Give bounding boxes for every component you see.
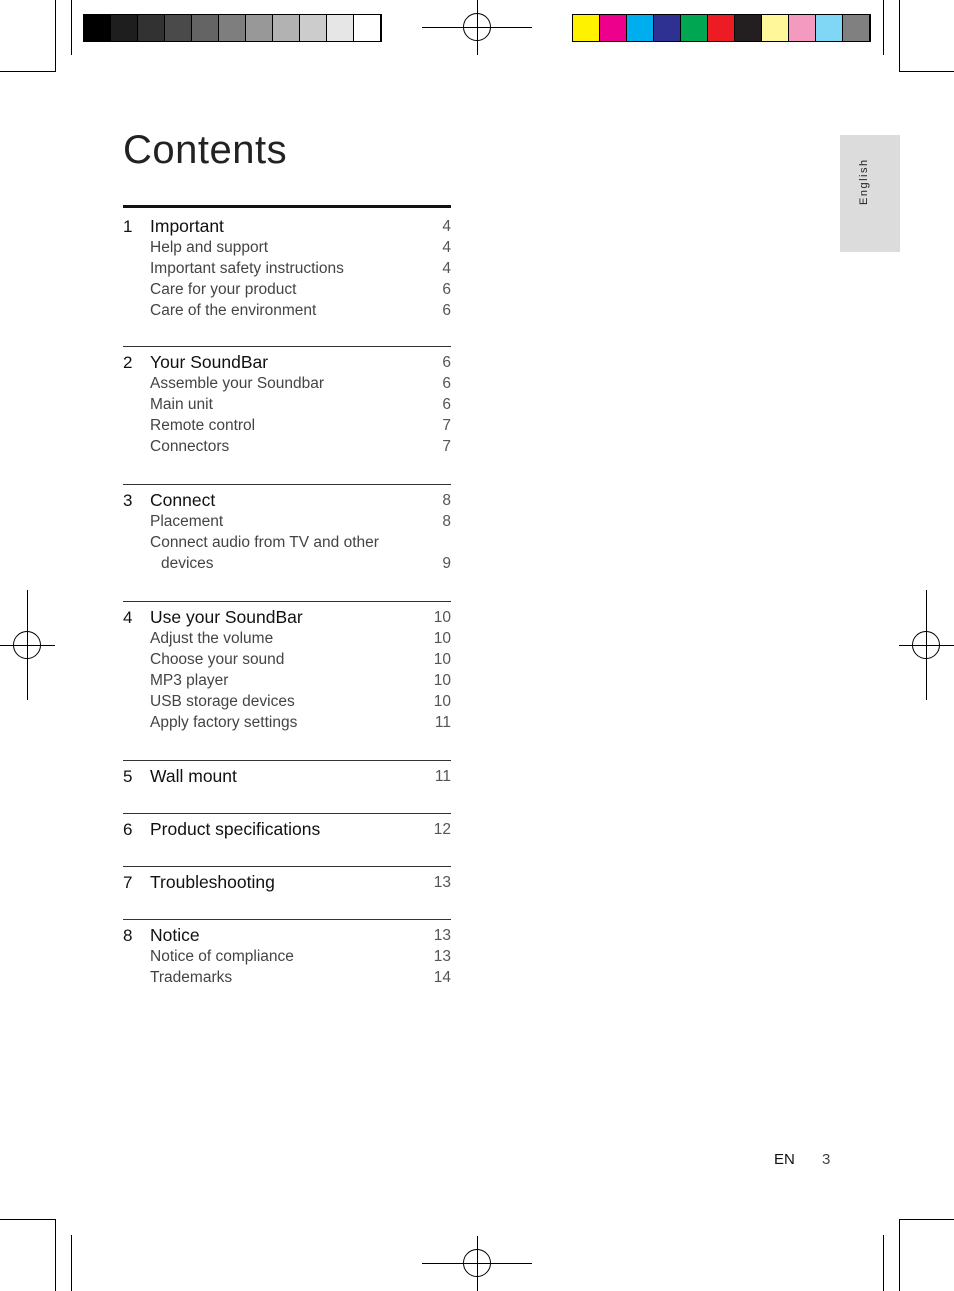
subsection-title: Assemble your Soundbar bbox=[150, 375, 325, 392]
color-calibration-bar bbox=[572, 14, 871, 42]
subsection-page: 6 bbox=[442, 281, 451, 298]
subsection-title: Adjust the volume bbox=[150, 630, 274, 647]
chapter-number: 1 bbox=[123, 217, 133, 236]
toc-subsection-entry[interactable] bbox=[123, 415, 451, 436]
toc-subsection-entry[interactable] bbox=[123, 373, 451, 394]
subsection-page: 11 bbox=[434, 714, 451, 731]
subsection-title: USB storage devices bbox=[150, 693, 295, 710]
subsection-page: 10 bbox=[433, 672, 451, 689]
chapter-page: 10 bbox=[433, 609, 451, 626]
chapter-page: 8 bbox=[442, 492, 451, 509]
toc-chapter-entry[interactable] bbox=[123, 490, 451, 511]
subsection-page: 13 bbox=[433, 948, 451, 965]
subsection-page: 4 bbox=[442, 239, 451, 256]
toc-chapter-entry[interactable] bbox=[123, 872, 451, 893]
subsection-page: 10 bbox=[433, 630, 451, 647]
chapter-page: 13 bbox=[433, 927, 451, 944]
color-swatch bbox=[708, 15, 735, 41]
toc-section bbox=[123, 346, 451, 457]
gray-swatch bbox=[165, 15, 192, 41]
color-swatch bbox=[573, 15, 600, 41]
chapter-page: 6 bbox=[442, 354, 451, 371]
subsection-page: 14 bbox=[433, 969, 451, 986]
toc-subsection-entry[interactable] bbox=[123, 394, 451, 415]
chapter-number: 2 bbox=[123, 353, 133, 372]
toc-chapter-entry[interactable] bbox=[123, 766, 451, 787]
toc-subsection-entry[interactable] bbox=[123, 436, 451, 457]
gray-swatch bbox=[219, 15, 246, 41]
subsection-title: MP3 player bbox=[150, 672, 229, 689]
toc-subsection-entry[interactable] bbox=[123, 300, 451, 321]
subsection-title: Connect audio from TV and other bbox=[150, 534, 379, 551]
toc-chapter-entry[interactable] bbox=[123, 819, 451, 840]
subsection-title: Choose your sound bbox=[150, 651, 285, 668]
chapter-number: 5 bbox=[123, 767, 133, 786]
chapter-number: 3 bbox=[123, 491, 133, 510]
color-swatch bbox=[654, 15, 681, 41]
toc-subsection-entry[interactable] bbox=[123, 532, 451, 553]
subsection-page: 4 bbox=[442, 260, 451, 277]
color-swatch bbox=[789, 15, 816, 41]
subsection-title: Care of the environment bbox=[150, 302, 317, 319]
gray-swatch bbox=[300, 15, 327, 41]
subsection-title: Placement bbox=[150, 513, 224, 530]
toc-subsection-entry[interactable] bbox=[123, 258, 451, 279]
gray-swatch bbox=[354, 15, 381, 41]
language-tab-label: English bbox=[858, 158, 870, 205]
subsection-page: 6 bbox=[442, 375, 451, 392]
chapter-title: Product specifications bbox=[150, 819, 321, 839]
chapter-title: Connect bbox=[150, 490, 216, 510]
toc-subsection-entry[interactable] bbox=[123, 967, 451, 988]
subsection-page: 10 bbox=[433, 693, 451, 710]
chapter-number: 6 bbox=[123, 820, 133, 839]
toc-subsection-entry[interactable] bbox=[123, 511, 451, 532]
subsection-title: Trademarks bbox=[150, 969, 233, 986]
chapter-title: Use your SoundBar bbox=[150, 607, 303, 627]
language-tab bbox=[840, 135, 900, 252]
page-title: Contents bbox=[123, 128, 288, 172]
toc-section bbox=[123, 866, 451, 893]
toc-chapter-entry[interactable] bbox=[123, 352, 451, 373]
chapter-page: 11 bbox=[434, 768, 451, 785]
gray-swatch bbox=[138, 15, 165, 41]
gray-swatch bbox=[111, 15, 138, 41]
grayscale-calibration-bar bbox=[83, 14, 382, 42]
chapter-title: Important bbox=[150, 216, 224, 236]
subsection-page: 6 bbox=[442, 396, 451, 413]
subsection-title: devices bbox=[161, 555, 214, 572]
chapter-number: 8 bbox=[123, 926, 133, 945]
subsection-title: Main unit bbox=[150, 396, 213, 413]
gray-swatch bbox=[327, 15, 354, 41]
toc-subsection-entry[interactable] bbox=[123, 691, 451, 712]
toc-subsection-entry[interactable] bbox=[123, 553, 451, 574]
footer-page-number: 3 bbox=[822, 1151, 831, 1168]
subsection-page: 7 bbox=[442, 438, 451, 455]
color-swatch bbox=[816, 15, 843, 41]
chapter-title: Wall mount bbox=[150, 766, 237, 786]
toc-subsection-entry[interactable] bbox=[123, 237, 451, 258]
chapter-title: Your SoundBar bbox=[150, 352, 269, 372]
subsection-page: 9 bbox=[442, 555, 451, 572]
gray-swatch bbox=[192, 15, 219, 41]
toc-section bbox=[123, 760, 451, 787]
chapter-title: Troubleshooting bbox=[150, 872, 275, 892]
subsection-page: 7 bbox=[442, 417, 451, 434]
toc-section bbox=[123, 601, 451, 733]
toc-section bbox=[123, 205, 451, 321]
subsection-page: 8 bbox=[442, 513, 451, 530]
chapter-page: 13 bbox=[433, 874, 451, 891]
chapter-page: 12 bbox=[433, 821, 451, 838]
chapter-number: 4 bbox=[123, 608, 133, 627]
chapter-number: 7 bbox=[123, 873, 133, 892]
subsection-title: Remote control bbox=[150, 417, 256, 434]
toc-subsection-entry[interactable] bbox=[123, 649, 451, 670]
toc-subsection-entry[interactable] bbox=[123, 670, 451, 691]
toc-chapter-entry[interactable] bbox=[123, 216, 451, 237]
gray-swatch bbox=[246, 15, 273, 41]
subsection-title: Help and support bbox=[150, 239, 269, 256]
subsection-title: Important safety instructions bbox=[150, 260, 344, 277]
chapter-page: 4 bbox=[442, 218, 451, 235]
toc-subsection-entry[interactable] bbox=[123, 946, 451, 967]
toc-subsection-entry[interactable] bbox=[123, 712, 451, 733]
toc-chapter-entry[interactable] bbox=[123, 607, 451, 628]
subsection-page: 6 bbox=[442, 302, 451, 319]
subsection-title: Connectors bbox=[150, 438, 230, 455]
chapter-title: Notice bbox=[150, 925, 200, 945]
toc-section bbox=[123, 484, 451, 574]
gray-swatch bbox=[84, 15, 111, 41]
toc-section bbox=[123, 919, 451, 988]
toc-section bbox=[123, 813, 451, 840]
gray-swatch bbox=[273, 15, 300, 41]
toc-subsection-entry[interactable] bbox=[123, 628, 451, 649]
color-swatch bbox=[762, 15, 789, 41]
color-swatch bbox=[843, 15, 870, 41]
subsection-title: Care for your product bbox=[150, 281, 297, 298]
color-swatch bbox=[627, 15, 654, 41]
toc-chapter-entry[interactable] bbox=[123, 925, 451, 946]
subsection-title: Notice of compliance bbox=[150, 948, 294, 965]
color-swatch bbox=[600, 15, 627, 41]
footer-language: EN bbox=[774, 1151, 795, 1168]
subsection-title: Apply factory settings bbox=[150, 714, 298, 731]
subsection-page: 10 bbox=[433, 651, 451, 668]
color-swatch bbox=[735, 15, 762, 41]
color-swatch bbox=[681, 15, 708, 41]
toc-subsection-entry[interactable] bbox=[123, 279, 451, 300]
